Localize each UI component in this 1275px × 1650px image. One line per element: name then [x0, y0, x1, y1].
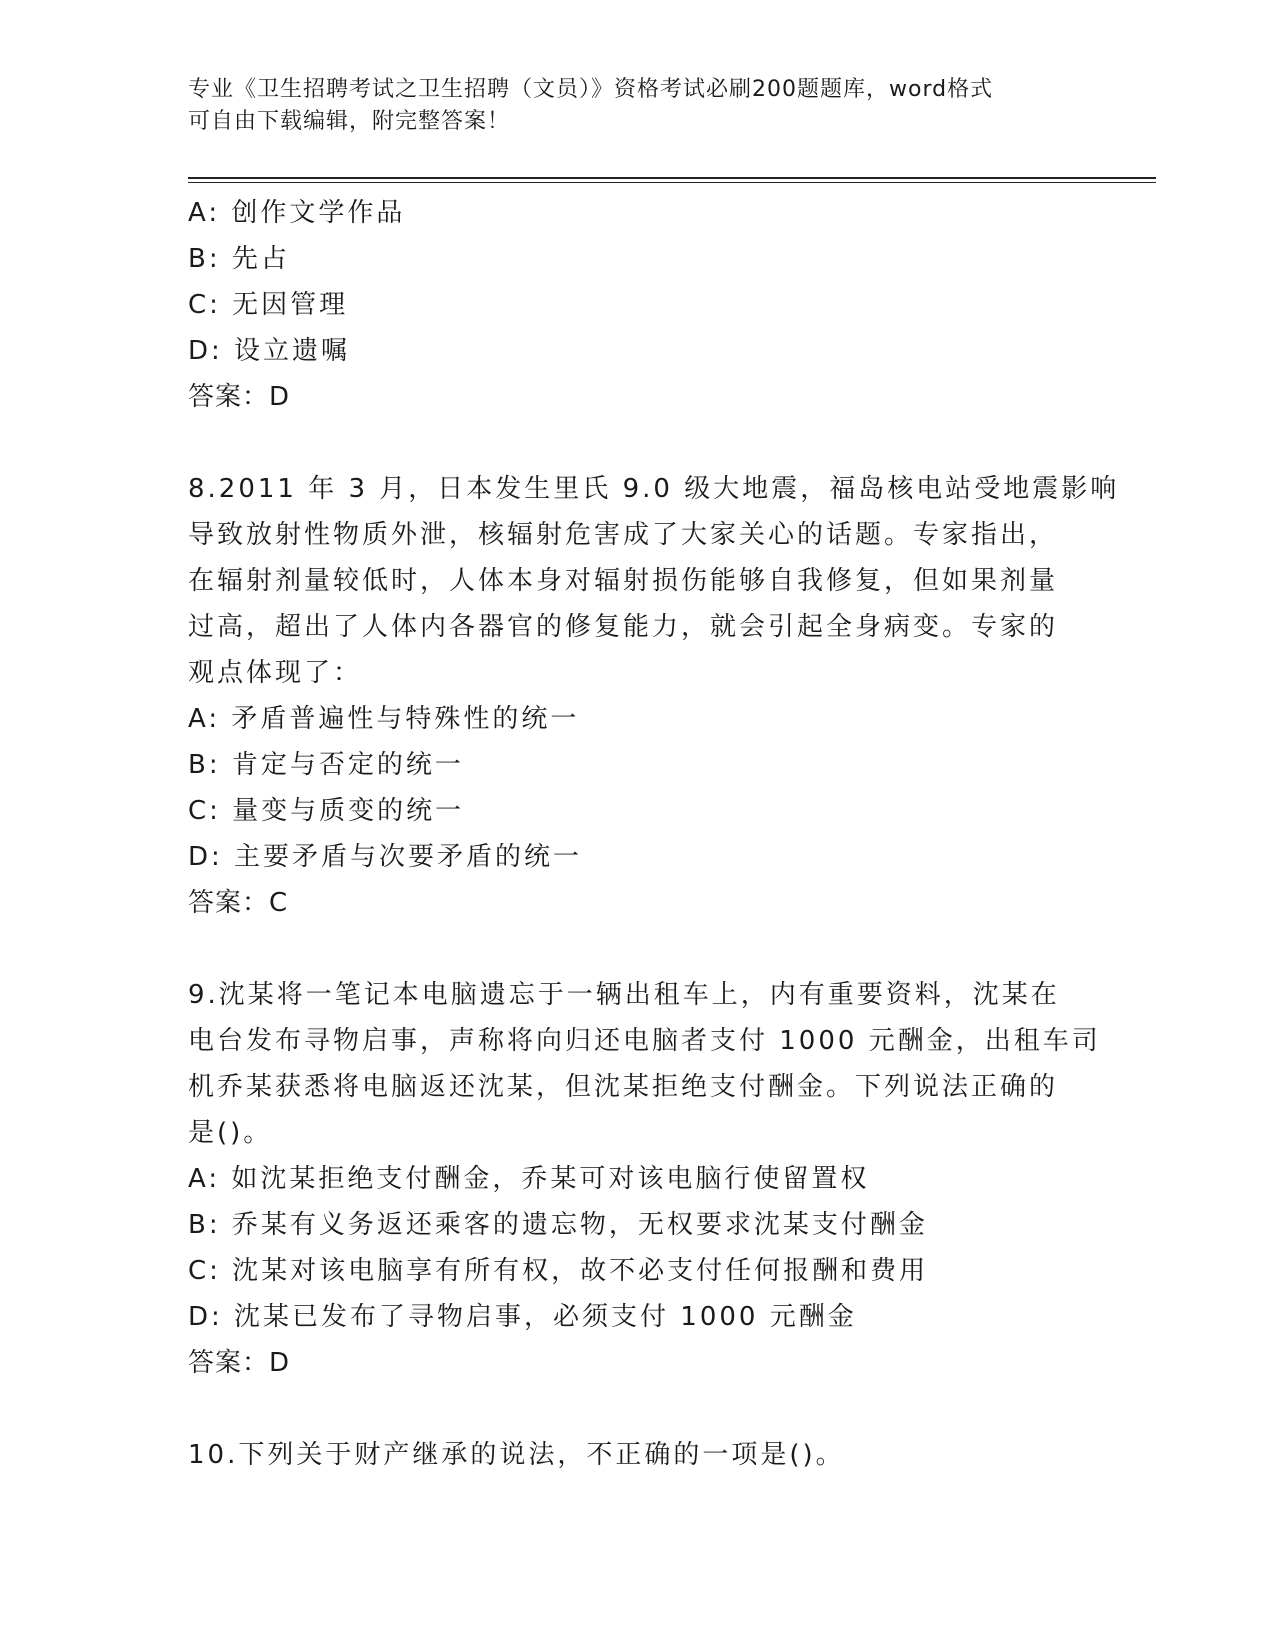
option-d: D: 设立遗嘱 — [188, 336, 351, 366]
answer: 答案：D — [188, 1348, 291, 1378]
spacer — [188, 1386, 1068, 1432]
question-8 — [188, 466, 1120, 926]
spacer — [188, 926, 1068, 972]
header-divider-thick — [188, 177, 1156, 179]
question-stem-line: 过高，超出了人体内各器官的修复能力，就会引起全身病变。专家的 — [188, 612, 1059, 642]
spacer — [188, 420, 1068, 466]
question-7 — [188, 190, 1068, 420]
option-c: C: 沈某对该电脑享有所有权，故不必支付任何报酬和费用 — [188, 1256, 929, 1286]
question-stem-line: 10.下列关于财产继承的说法，不正确的一项是()。 — [188, 1440, 845, 1470]
question-stem-line: 电台发布寻物启事，声称将向归还电脑者支付 1000 元酬金，出租车司 — [188, 1026, 1101, 1056]
answer: 答案：D — [188, 382, 291, 412]
header-line-2: 可自由下载编辑，附完整答案！ — [188, 109, 511, 134]
option-b: B: 肯定与否定的统一 — [188, 750, 464, 780]
option-a: A: 如沈某拒绝支付酬金，乔某可对该电脑行使留置权 — [188, 1164, 870, 1194]
option-d: D: 主要矛盾与次要矛盾的统一 — [188, 842, 583, 872]
question-10 — [188, 1432, 1068, 1478]
option-b: B: 先占 — [188, 244, 290, 274]
option-a: A: 矛盾普遍性与特殊性的统一 — [188, 704, 580, 734]
answer: 答案：C — [188, 888, 289, 918]
option-b: B: 乔某有义务返还乘客的遗忘物，无权要求沈某支付酬金 — [188, 1210, 928, 1240]
option-d: D: 沈某已发布了寻物启事，必须支付 1000 元酬金 — [188, 1302, 857, 1332]
question-stem-line: 导致放射性物质外泄，核辐射危害成了大家关心的话题。专家指出， — [188, 520, 1059, 550]
header-line-1: 专业《卫生招聘考试之卫生招聘（文员）》资格考试必刷200题题库，word格式 — [188, 77, 994, 102]
header-divider-thin — [188, 182, 1156, 183]
document-header — [188, 74, 1088, 138]
option-a: A: 创作文学作品 — [188, 198, 406, 228]
question-9 — [188, 972, 1101, 1386]
option-c: C: 量变与质变的统一 — [188, 796, 465, 826]
option-c: C: 无因管理 — [188, 290, 349, 320]
question-stem-line: 8.2011 年 3 月，日本发生里氏 9.0 级大地震，福岛核电站受地震影响 — [188, 474, 1120, 504]
question-stem-line: 观点体现了： — [188, 658, 363, 688]
question-stem-line: 是()。 — [188, 1118, 273, 1148]
document-body — [188, 190, 1120, 1478]
question-stem-line: 机乔某获悉将电脑返还沈某，但沈某拒绝支付酬金。下列说法正确的 — [188, 1072, 1059, 1102]
question-stem-line: 在辐射剂量较低时，人体本身对辐射损伤能够自我修复，但如果剂量 — [188, 566, 1059, 596]
question-stem-line: 9.沈某将一笔记本电脑遗忘于一辆出租车上，内有重要资料，沈某在 — [188, 980, 1060, 1010]
